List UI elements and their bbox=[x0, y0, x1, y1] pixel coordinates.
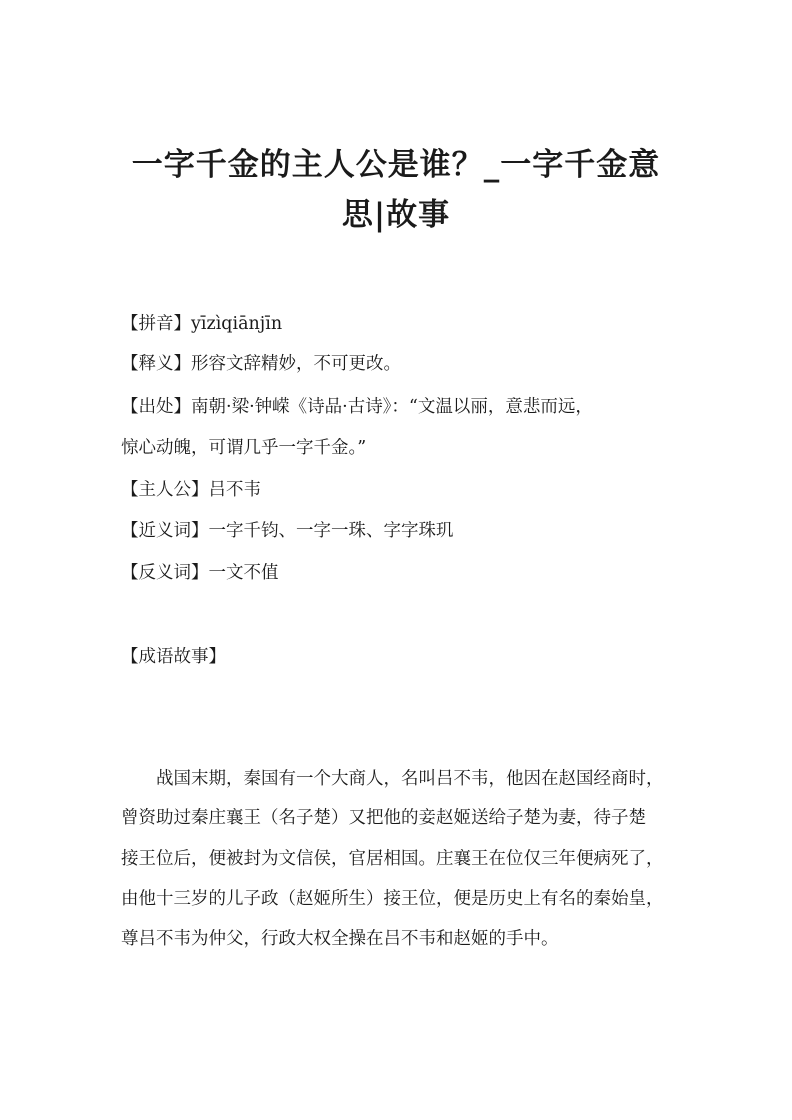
page-title: 一字千金的主人公是谁？_一字千金意思|故事 bbox=[131, 147, 661, 233]
entry-label: 【近义词】 bbox=[121, 521, 209, 541]
entry-antonyms bbox=[121, 561, 279, 585]
entry-label: 【拼音】 bbox=[121, 314, 191, 334]
entry-label: 【释义】 bbox=[121, 354, 191, 374]
entry-label: 【出处】 bbox=[121, 397, 191, 417]
entry-pinyin bbox=[121, 312, 282, 336]
entry-meaning bbox=[121, 352, 401, 376]
entry-value: 惊心动魄，可谓几乎一字千金。” bbox=[121, 438, 367, 458]
entry-value: 吕不韦 bbox=[208, 480, 261, 500]
entry-label: 【主人公】 bbox=[121, 480, 209, 500]
entry-synonyms bbox=[121, 519, 454, 543]
entry-source-continued bbox=[121, 436, 366, 460]
story-line: 战国末期，秦国有一个大商人，名叫吕不韦，他因在赵国经商时， bbox=[121, 769, 664, 789]
story-line: 由他十三岁的儿子政（赵姬所生）接王位，便是历史上有名的秦始皇， bbox=[121, 889, 664, 909]
entry-value: 一字千钧、一字一珠、字字珠玑 bbox=[208, 521, 454, 541]
entry-source bbox=[121, 395, 593, 419]
entry-value: 南朝·梁·钟嵘《诗品·古诗》：“文温以丽，意悲而远， bbox=[191, 397, 593, 417]
entry-protagonist bbox=[121, 478, 261, 502]
story-line: 接王位后，便被封为文信侯，官居相国。庄襄王在位仅三年便病死了， bbox=[121, 849, 664, 869]
entry-value: 一文不值 bbox=[208, 563, 279, 583]
story-line: 尊吕不韦为仲父，行政大权全操在吕不韦和赵姬的手中。 bbox=[121, 929, 559, 949]
story-heading: 【成语故事】 bbox=[121, 647, 226, 667]
story-line: 曾资助过秦庄襄王（名子楚）又把他的妾赵姬送给子楚为妻，待子楚 bbox=[121, 808, 646, 828]
story-paragraph bbox=[121, 767, 681, 967]
entry-label: 【反义词】 bbox=[121, 563, 209, 583]
entry-value: 形容文辞精妙，不可更改。 bbox=[191, 354, 401, 374]
entry-value: yīzìqiānjīn bbox=[191, 314, 283, 334]
